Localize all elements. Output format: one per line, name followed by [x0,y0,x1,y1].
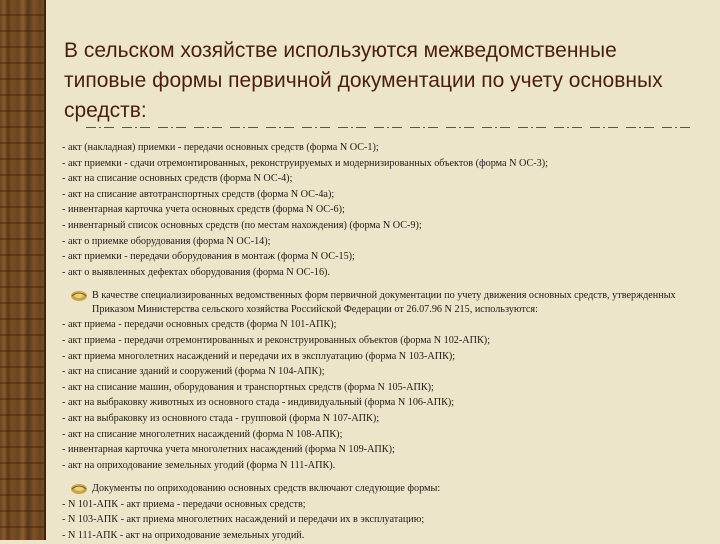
ornamental-bullet-icon [70,482,88,495]
section2-intro-text: В качестве специализированных ведомственных форм первичной документации по учету движения основных средств, утвержденных Приказом Министерства сельского хозяйства Российской Федерации от 26.07.96 N 215, используются: [92,290,676,315]
dashed-divider [82,122,698,134]
list-item: - акт приема - передачи отремонтированных и реконструированных объектов (форма N 102-АПК); [62,334,491,346]
list-item: - акт о приемке оборудования (форма N ОС-14); [62,235,271,247]
list-item: - акт на выбраковку из основного стада - групповой (форма N 107-АПК); [62,412,380,424]
list-item: - акт на списание машин, оборудования и транспортных средств (форма N 105-АПК); [62,381,434,393]
list-item: - N 101-АПК - акт приема - передачи основных средств; [62,498,306,510]
list-item: - акт на списание автотранспортных средств (форма N ОС-4а); [62,188,335,200]
forms-list-general [62,140,712,280]
forms-list-apk [62,317,712,473]
list-item: - акт на списание зданий и сооружений (форма N 104-АПК); [62,366,325,378]
section2-intro [62,289,712,316]
list-item: - акт (накладная) приемки - передачи основных средств (форма N ОС-1); [62,142,379,153]
list-item: - акт на оприходование земельных угодий (форма N 111-АПК). [62,459,336,471]
section3-intro [62,482,712,496]
slide-content [62,140,712,544]
list-item: - N 111-АПК - акт на оприходование земельных угодий. [62,529,305,541]
list-item: - акт приемки - передачи оборудования в монтаж (форма N ОС-15); [62,251,355,263]
list-item: - акт на выбраковку животных из основного стада - индивидуальный (форма N 106-АПК); [62,397,455,409]
ornamental-bullet-icon [70,289,88,302]
list-item: - инвентарный список основных средств (по местам нахождения) (форма N ОС-9); [62,219,422,231]
slide-title: В сельском хозяйстве используются межведомственные типовые формы первичной документации по учету основных средств: [64,39,663,122]
list-item: - акт на списание многолетних насаждений (форма N 108-АПК); [62,428,343,440]
list-item: - инвентарная карточка учета основных средств (форма N ОС-6); [62,204,345,216]
list-item: - акт приема многолетних насаждений и передачи их в эксплуатацию (форма N 103-АПК); [62,350,456,362]
list-item: - инвентарная карточка учета многолетних насаждений (форма N 109-АПК); [62,444,395,456]
wood-sidebar [0,0,46,540]
list-item: - акт о выявленных дефектах оборудования (форма N ОС-16). [62,266,330,278]
list-item: - акт приема - передачи основных средств (форма N 101-АПК); [62,319,337,331]
list-item: - акт приемки - сдачи отремонтированных, реконструируемых и модернизированных объектов (форма N ОС-3); [62,157,548,169]
forms-list-inbound [62,497,712,544]
list-item: - N 103-АПК - акт приема многолетних насаждений и передачи их в эксплуатацию; [62,514,425,526]
list-item: - акт на списание основных средств (форма N ОС-4); [62,173,293,185]
section3-intro-text: Документы по оприходованию основных средств включают следующие формы: [92,483,441,495]
